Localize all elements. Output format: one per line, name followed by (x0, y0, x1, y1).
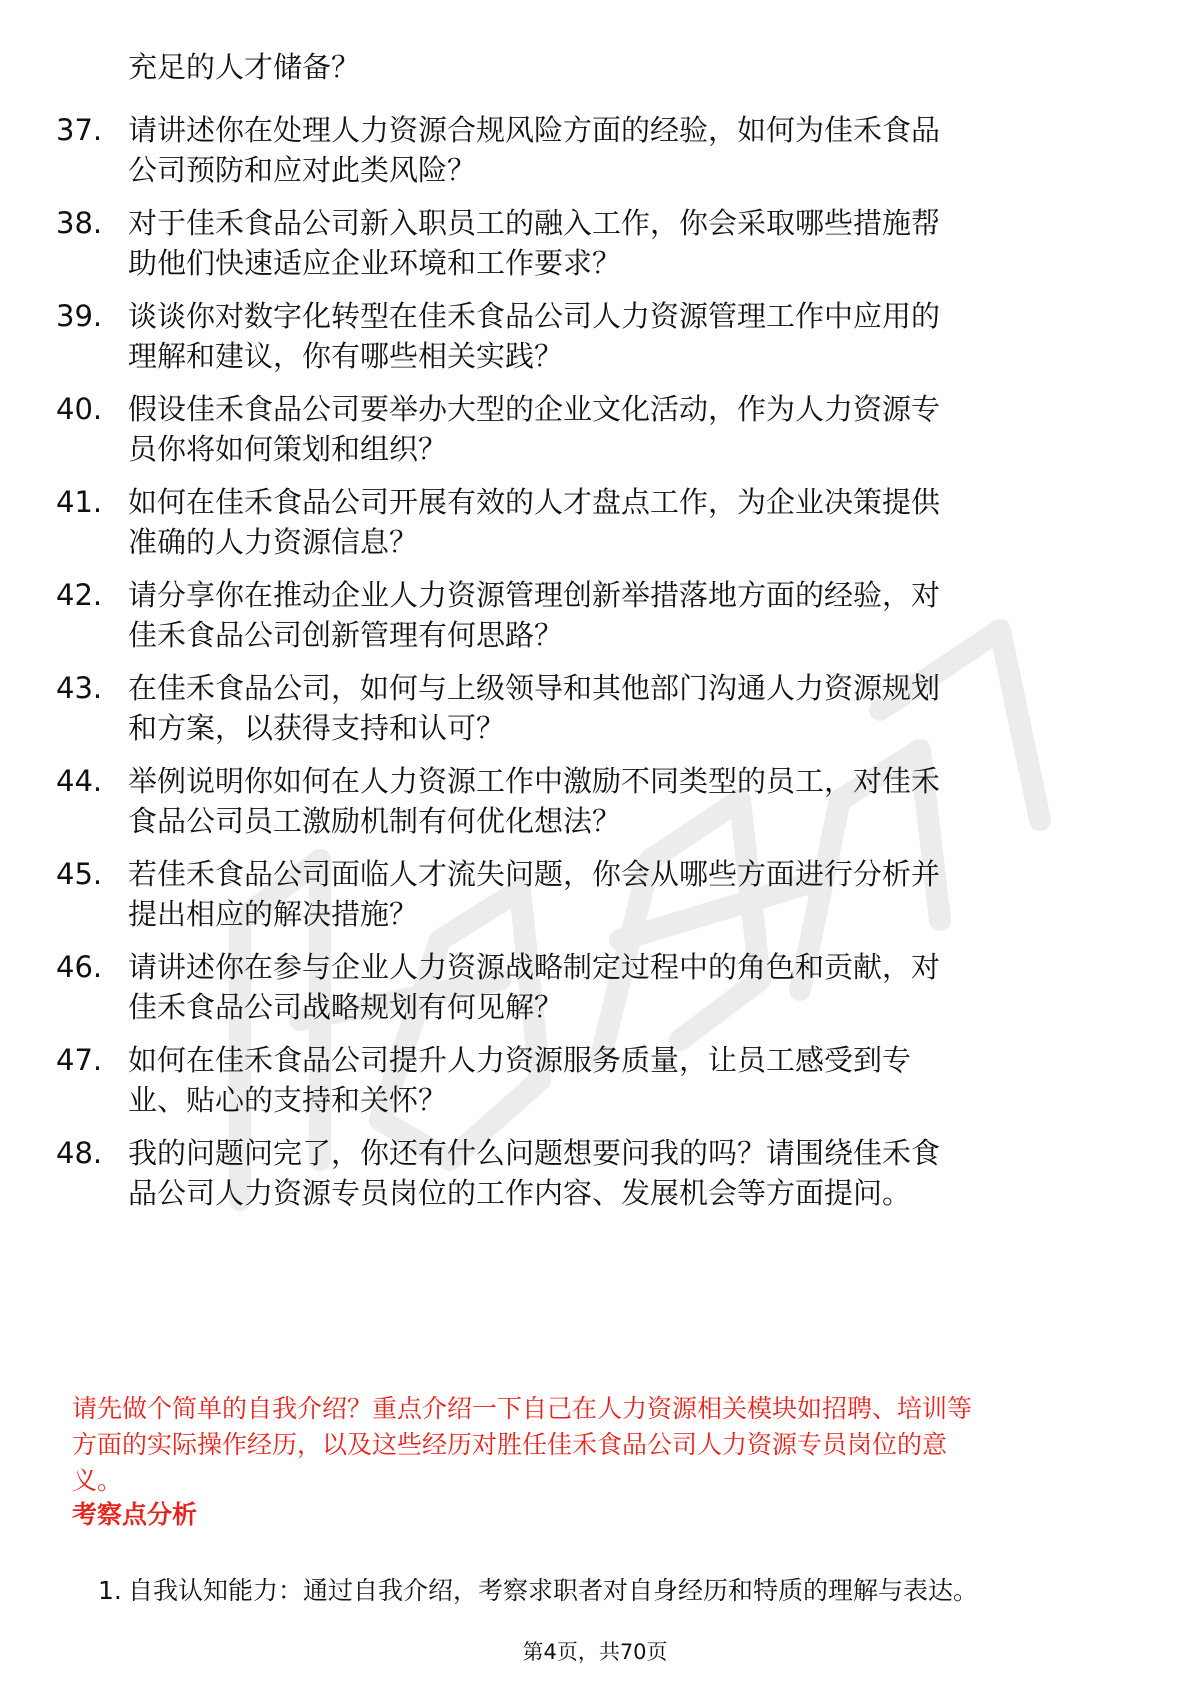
question-line: 如何在佳禾食品公司开展有效的人才盘点工作，为企业决策提供 (128, 485, 941, 519)
question-text (128, 1133, 1128, 1213)
question-text (128, 482, 1128, 562)
question-item (56, 110, 1136, 190)
question-line: 理解和建议，你有哪些相关实践？ (128, 339, 564, 373)
question-number: 41. (56, 485, 103, 519)
question-text (128, 575, 1128, 655)
question-line: 如何在佳禾食品公司提升人力资源服务质量，让员工感受到专 (128, 1043, 912, 1077)
question-text (128, 110, 1128, 190)
question-line: 假设佳禾食品公司要举办大型的企业文化活动，作为人力资源专 (128, 392, 941, 426)
question-line: 提出相应的解决措施？ (128, 897, 419, 931)
analysis-item (98, 1573, 978, 1609)
question-number: 44. (56, 764, 103, 798)
question-number: 43. (56, 671, 103, 705)
question-text (128, 296, 1128, 376)
analysis-item-number: 1. (98, 1576, 122, 1605)
question-item (56, 1133, 1136, 1213)
question-line: 我的问题问完了，你还有什么问题想要问我的吗？请围绕佳禾食 (128, 1136, 941, 1170)
question-item (56, 575, 1136, 655)
highlight-line-3: 义。 (72, 1466, 123, 1495)
highlight-line-2: 方面的实际操作经历，以及这些经历对胜任佳禾食品公司人力资源专员岗位的意 (72, 1430, 948, 1459)
question-item (56, 854, 1136, 934)
question-item (56, 668, 1136, 748)
question-line: 举例说明你如何在人力资源工作中激励不同类型的员工，对佳禾 (128, 764, 941, 798)
question-line: 请分享你在推动企业人力资源管理创新举措落地方面的经验，对 (128, 578, 941, 612)
question-item (56, 203, 1136, 283)
question-continuation: 充足的人才储备？ (128, 50, 361, 84)
question-line: 对于佳禾食品公司新入职员工的融入工作，你会采取哪些措施帮 (128, 206, 941, 240)
question-line: 佳禾食品公司战略规划有何见解？ (128, 990, 564, 1024)
question-line: 和方案，以获得支持和认可？ (128, 711, 506, 745)
question-item (56, 947, 1136, 1027)
question-item (56, 1040, 1136, 1120)
question-item (56, 296, 1136, 376)
question-line: 请讲述你在处理人力资源合规风险方面的经验，如何为佳禾食品 (128, 113, 941, 147)
question-number: 37. (56, 113, 103, 147)
question-number: 45. (56, 857, 103, 891)
question-line: 谈谈你对数字化转型在佳禾食品公司人力资源管理工作中应用的 (128, 299, 941, 333)
question-number: 39. (56, 299, 103, 333)
question-line: 请讲述你在参与企业人力资源战略制定过程中的角色和贡献，对 (128, 950, 941, 984)
question-number: 38. (56, 206, 103, 240)
analysis-title: 考察点分析 (72, 1500, 198, 1529)
question-number: 47. (56, 1043, 103, 1077)
question-line: 助他们快速适应企业环境和工作要求？ (128, 246, 622, 280)
page-footer: 第4页，共70页 (522, 1640, 668, 1664)
question-line: 公司预防和应对此类风险？ (128, 153, 477, 187)
question-number: 46. (56, 950, 103, 984)
question-item (56, 482, 1136, 562)
question-text (128, 1040, 1128, 1120)
question-line: 员你将如何策划和组织？ (128, 432, 448, 466)
question-text (128, 854, 1128, 934)
question-text (128, 947, 1128, 1027)
question-line: 食品公司员工激励机制有何优化想法？ (128, 804, 622, 838)
question-item (56, 389, 1136, 469)
question-number: 42. (56, 578, 103, 612)
question-number: 48. (56, 1136, 103, 1170)
question-line: 在佳禾食品公司，如何与上级领导和其他部门沟通人力资源规划 (128, 671, 941, 705)
question-item (56, 761, 1136, 841)
question-line: 佳禾食品公司创新管理有何思路？ (128, 618, 564, 652)
question-text (128, 668, 1128, 748)
question-line: 准确的人力资源信息？ (128, 525, 419, 559)
question-number: 40. (56, 392, 103, 426)
question-line: 品公司人力资源专员岗位的工作内容、发展机会等方面提问。 (128, 1176, 912, 1210)
highlighted-question (72, 1391, 1132, 1499)
question-line: 若佳禾食品公司面临人才流失问题，你会从哪些方面进行分析并 (128, 857, 941, 891)
question-text (128, 389, 1128, 469)
question-text (128, 203, 1128, 283)
highlight-line-1: 请先做个简单的自我介绍？重点介绍一下自己在人力资源相关模块如招聘、培训等 (72, 1394, 973, 1423)
question-line: 业、贴心的支持和关怀？ (128, 1083, 448, 1117)
analysis-item-text: 自我认知能力：通过自我介绍，考察求职者对自身经历和特质的理解与表达。 (128, 1576, 979, 1605)
question-text (128, 761, 1128, 841)
